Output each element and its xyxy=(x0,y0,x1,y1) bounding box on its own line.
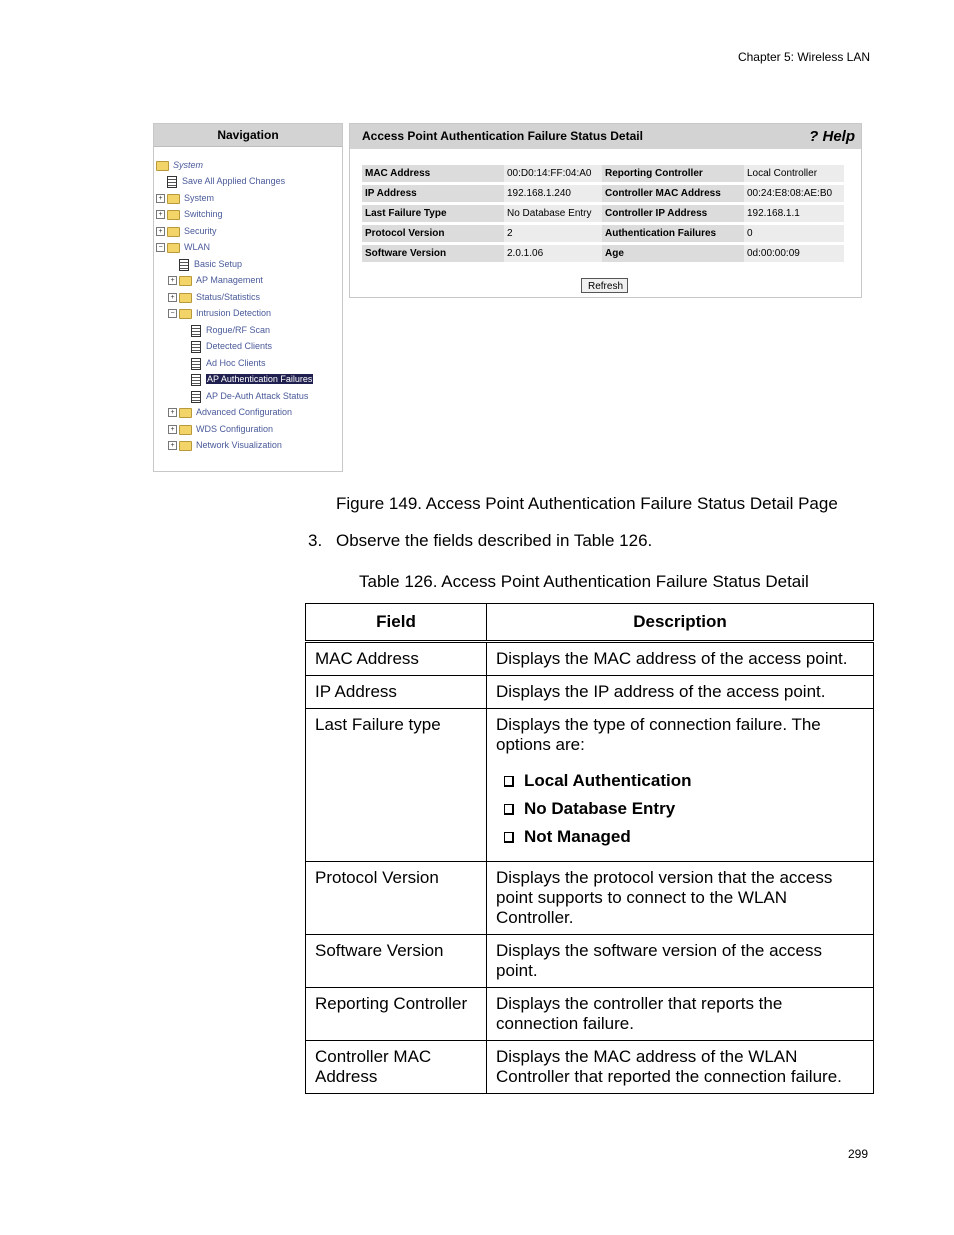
refresh-button[interactable]: Refresh xyxy=(581,278,628,293)
step-number: 3. xyxy=(308,531,323,550)
collapse-icon[interactable]: − xyxy=(156,243,165,252)
column-header-description: Description xyxy=(487,604,874,642)
detail-label: Age xyxy=(602,245,744,262)
tree-item-status-statistics[interactable]: + Status/Statistics xyxy=(168,290,260,304)
detail-label: Controller MAC Address xyxy=(602,185,744,202)
field-description: Displays the MAC address of the access point. xyxy=(487,642,874,676)
page-icon xyxy=(191,391,201,403)
field-description: Displays the protocol version that the access point supports to connect to the WLAN Controller. xyxy=(487,862,874,935)
detail-value: Local Controller xyxy=(744,165,844,182)
folder-open-icon xyxy=(167,243,180,253)
folder-icon xyxy=(167,227,180,237)
expand-icon[interactable]: + xyxy=(168,425,177,434)
expand-icon[interactable]: + xyxy=(168,293,177,302)
detail-value: 0 xyxy=(744,225,844,242)
detail-value: 192.168.1.1 xyxy=(744,205,844,222)
navigation-title: Navigation xyxy=(154,124,342,147)
detail-label: Protocol Version xyxy=(362,225,504,242)
tree-item-detected-clients[interactable]: Detected Clients xyxy=(191,339,272,353)
folder-icon xyxy=(179,276,192,286)
tree-item-basic-setup[interactable]: Basic Setup xyxy=(179,257,242,271)
tree-item-ap-management[interactable]: + AP Management xyxy=(168,273,263,287)
tree-item-save-all[interactable]: Save All Applied Changes xyxy=(167,174,285,188)
expand-icon[interactable]: + xyxy=(168,276,177,285)
detail-row xyxy=(362,185,844,202)
option-item: Not Managed xyxy=(496,827,864,847)
table-row xyxy=(306,1041,874,1094)
detail-value: 00:D0:14:FF:04:A0 xyxy=(504,165,602,182)
figure-caption: Figure 149. Access Point Authentication Failure Status Detail Page xyxy=(336,494,838,513)
expand-icon[interactable]: + xyxy=(168,408,177,417)
tree-item-network-visualization[interactable]: + Network Visualization xyxy=(168,438,282,452)
collapse-icon[interactable]: − xyxy=(168,309,177,318)
fields-table xyxy=(305,603,874,1094)
field-name: Last Failure type xyxy=(306,709,487,862)
tree-item-security[interactable]: + Security xyxy=(156,224,217,238)
field-name: Software Version xyxy=(306,935,487,988)
page-icon xyxy=(191,325,201,337)
chapter-header: Chapter 5: Wireless LAN xyxy=(737,50,870,64)
tree-item-switching[interactable]: + Switching xyxy=(156,207,223,221)
detail-title-bar xyxy=(350,124,861,149)
folder-icon xyxy=(179,408,192,418)
field-name: Reporting Controller xyxy=(306,988,487,1041)
table-row xyxy=(306,935,874,988)
option-item: No Database Entry xyxy=(496,799,864,819)
detail-label: Reporting Controller xyxy=(602,165,744,182)
tree-item-wlan[interactable]: − WLAN xyxy=(156,240,210,254)
expand-icon[interactable]: + xyxy=(168,441,177,450)
field-name: Controller MAC Address xyxy=(306,1041,487,1094)
field-description: Displays the software version of the access point. xyxy=(487,935,874,988)
folder-icon xyxy=(179,441,192,451)
page-icon xyxy=(179,259,189,271)
field-name: MAC Address xyxy=(306,642,487,676)
folder-icon xyxy=(167,194,180,204)
detail-label: Last Failure Type xyxy=(362,205,504,222)
field-description: Displays the type of connection failure. The options are: xyxy=(496,715,821,754)
detail-label: MAC Address xyxy=(362,165,504,182)
field-description: Displays the IP address of the access point. xyxy=(487,676,874,709)
detail-grid xyxy=(362,162,844,265)
tree-item-system-root[interactable]: System xyxy=(156,158,203,172)
table-row xyxy=(306,642,874,676)
field-description: Displays the controller that reports the connection failure. xyxy=(487,988,874,1041)
help-link[interactable]: ? Help xyxy=(809,128,855,145)
folder-icon xyxy=(156,161,169,171)
tree-item-ap-deauth-attack-status[interactable]: AP De-Auth Attack Status xyxy=(191,389,308,403)
table-row xyxy=(306,862,874,935)
table-header-row xyxy=(306,604,874,642)
page-number: 299 xyxy=(847,1147,868,1161)
field-description-cell xyxy=(487,709,874,862)
detail-value: 2 xyxy=(504,225,602,242)
column-header-field: Field xyxy=(306,604,487,642)
page-icon xyxy=(191,358,201,370)
detail-value: 2.0.1.06 xyxy=(504,245,602,262)
detail-row xyxy=(362,245,844,262)
detail-row xyxy=(362,225,844,242)
detail-label: IP Address xyxy=(362,185,504,202)
option-list xyxy=(496,771,864,847)
expand-icon[interactable]: + xyxy=(156,227,165,236)
folder-icon xyxy=(179,293,192,303)
field-description: Displays the MAC address of the WLAN Controller that reported the connection failure. xyxy=(487,1041,874,1094)
expand-icon[interactable]: + xyxy=(156,210,165,219)
tree-item-system[interactable]: + System xyxy=(156,191,214,205)
tree-item-intrusion-detection[interactable]: − Intrusion Detection xyxy=(168,306,271,320)
folder-open-icon xyxy=(179,309,192,319)
detail-row xyxy=(362,165,844,182)
detail-label: Software Version xyxy=(362,245,504,262)
tree-item-advanced-configuration[interactable]: + Advanced Configuration xyxy=(168,405,292,419)
folder-icon xyxy=(179,425,192,435)
navigation-panel xyxy=(153,123,343,472)
tree-item-ad-hoc-clients[interactable]: Ad Hoc Clients xyxy=(191,356,266,370)
detail-label: Authentication Failures xyxy=(602,225,744,242)
detail-title: Access Point Authentication Failure Status Detail xyxy=(362,129,643,143)
tree-item-ap-authentication-failures[interactable]: AP Authentication Failures xyxy=(191,372,313,386)
detail-panel xyxy=(349,123,862,298)
field-name: IP Address xyxy=(306,676,487,709)
field-name: Protocol Version xyxy=(306,862,487,935)
table-row xyxy=(306,988,874,1041)
detail-row xyxy=(362,205,844,222)
detail-value: 192.168.1.240 xyxy=(504,185,602,202)
detail-value: No Database Entry xyxy=(504,205,602,222)
detail-value: 00:24:E8:08:AE:B0 xyxy=(744,185,844,202)
option-item: Local Authentication xyxy=(496,771,864,791)
table-row xyxy=(306,709,874,862)
expand-icon[interactable]: + xyxy=(156,194,165,203)
step-text: Observe the fields described in Table 126. xyxy=(336,531,653,550)
page-icon xyxy=(191,341,201,353)
tree-item-rogue-rf-scan[interactable]: Rogue/RF Scan xyxy=(191,323,270,337)
tree-item-wds-configuration[interactable]: + WDS Configuration xyxy=(168,422,273,436)
table-row xyxy=(306,676,874,709)
page-icon xyxy=(167,176,177,188)
detail-label: Controller IP Address xyxy=(602,205,744,222)
step-instruction xyxy=(308,531,652,551)
page-icon xyxy=(191,374,201,386)
table-caption: Table 126. Access Point Authentication Failure Status Detail xyxy=(359,572,809,591)
folder-icon xyxy=(167,210,180,220)
detail-value: 0d:00:00:09 xyxy=(744,245,844,262)
